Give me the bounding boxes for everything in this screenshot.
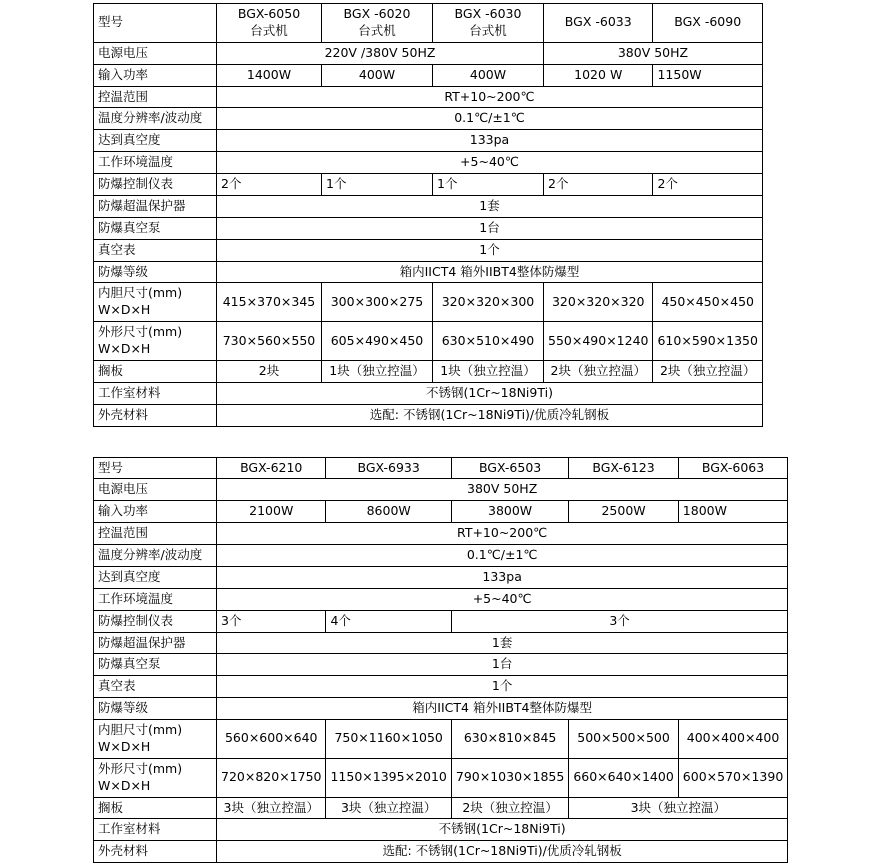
dims-sub-label: W×D×H [98,341,212,358]
row-label-control-meter: 防爆控制仪表 [94,174,217,196]
outer-dims-value: 660×640×1400 [569,758,678,797]
table-row [94,676,788,698]
table-row [94,654,788,676]
model-sub: 台式机 [469,23,507,38]
power-value: 3800W [451,501,568,523]
row-label-shell-material: 外壳材料 [94,841,217,863]
inner-dims-value: 415×370×345 [217,283,322,322]
row-label-vacuum: 达到真空度 [94,130,217,152]
outer-dims-label: 外形尺寸(mm) [98,761,212,778]
outer-dims-value: 630×510×490 [433,322,544,361]
table-row [94,841,788,863]
inner-dims-label: 内胆尺寸(mm) [98,285,212,302]
table-row [94,64,763,86]
table-row [94,261,763,283]
table-row [94,239,763,261]
power-value: 2100W [217,501,326,523]
inner-dims-value: 320×320×300 [433,283,544,322]
control-meter-value: 2个 [653,174,762,196]
row-label-shell-material: 外壳材料 [94,404,217,426]
inner-dims-value: 320×320×320 [544,283,653,322]
row-label-ex-grade: 防爆等级 [94,261,217,283]
dims-sub-label: W×D×H [98,302,212,319]
power-value: 1800W [678,501,787,523]
table-row [94,382,763,404]
control-meter-value: 2个 [544,174,653,196]
voltage-value: 220V /380V 50HZ [217,42,544,64]
row-label-ambient: 工作环境温度 [94,152,217,174]
table-row [94,86,763,108]
model-cell [653,4,762,43]
vacuum-pump-value: 1台 [217,654,788,676]
vacuum-value: 133pa [217,130,763,152]
table-row [94,720,788,759]
table-row [94,566,788,588]
over-temp-value: 1套 [217,632,788,654]
row-label-voltage: 电源电压 [94,42,217,64]
row-label-vacuum-pump: 防爆真空泵 [94,217,217,239]
table-row [94,360,763,382]
row-label-inner-dims [94,283,217,322]
table-row [94,501,788,523]
power-value: 8600W [326,501,451,523]
outer-dims-value: 730×560×550 [217,322,322,361]
temp-range-value: RT+10~200℃ [217,523,788,545]
spec-sheet-page [0,3,880,811]
table-row [94,523,788,545]
row-label-vacuum: 达到真空度 [94,566,217,588]
model-name: BGX -6090 [674,14,741,29]
outer-dims-value: 1150×1395×2010 [326,758,451,797]
row-label-over-temp: 防爆超温保护器 [94,632,217,654]
dims-sub-label: W×D×H [98,739,212,756]
table-row [94,322,763,361]
model-cell: BGX-6503 [451,457,568,479]
voltage-value-last: 380V 50HZ [544,42,763,64]
shell-material-value: 选配: 不锈钢(1Cr~18Ni9Ti)/优质冷轧钢板 [217,841,788,863]
row-label-chamber-material: 工作室材料 [94,382,217,404]
vacuum-gauge-value: 1个 [217,676,788,698]
row-label-control-meter: 防爆控制仪表 [94,610,217,632]
outer-dims-value: 550×490×1240 [544,322,653,361]
outer-dims-label: 外形尺寸(mm) [98,324,212,341]
table-row [94,152,763,174]
row-label-shelves: 搁板 [94,797,217,819]
shelves-value: 2块（独立控温） [544,360,653,382]
control-meter-value: 4个 [326,610,451,632]
table-row [94,174,763,196]
model-sub: 台式机 [358,23,396,38]
inner-dims-value: 300×300×275 [322,283,433,322]
inner-dims-value: 450×450×450 [653,283,762,322]
model-name: BGX -6020 [344,6,411,21]
row-label-outer-dims [94,758,217,797]
table-row [94,758,788,797]
table-row [94,42,763,64]
model-cell: BGX-6210 [217,457,326,479]
spec-table-2 [93,457,788,863]
model-cell [217,4,322,43]
table-row [94,479,788,501]
row-label-vacuum-gauge: 真空表 [94,239,217,261]
row-label-ambient: 工作环境温度 [94,588,217,610]
row-label-outer-dims [94,322,217,361]
row-label-ex-grade: 防爆等级 [94,698,217,720]
power-value: 400W [433,64,544,86]
ambient-value: +5~40℃ [217,588,788,610]
dims-sub-label: W×D×H [98,778,212,795]
outer-dims-value: 605×490×450 [322,322,433,361]
model-cell [544,4,653,43]
row-label-shelves: 搁板 [94,360,217,382]
model-name: BGX -6030 [455,6,522,21]
row-label-power: 输入功率 [94,64,217,86]
shelves-value: 2块（独立控温） [653,360,762,382]
inner-dims-value: 500×500×500 [569,720,678,759]
chamber-material-value: 不锈钢(1Cr~18Ni9Ti) [217,819,788,841]
model-cell: BGX-6123 [569,457,678,479]
inner-dims-label: 内胆尺寸(mm) [98,722,212,739]
row-label-model: 型号 [94,4,217,43]
row-label-inner-dims [94,720,217,759]
table-row [94,819,788,841]
shelves-value: 2块 [217,360,322,382]
control-meter-value: 3个 [217,610,326,632]
shell-material-value: 选配: 不锈钢(1Cr~18Ni9Ti)/优质冷轧钢板 [217,404,763,426]
resolution-value: 0.1℃/±1℃ [217,545,788,567]
outer-dims-value: 610×590×1350 [653,322,762,361]
power-value: 1400W [217,64,322,86]
table-row [94,195,763,217]
row-label-chamber-material: 工作室材料 [94,819,217,841]
table-row [94,545,788,567]
model-name: BGX-6050 [238,6,300,21]
power-value: 400W [322,64,433,86]
row-label-temp-range: 控温范围 [94,86,217,108]
inner-dims-value: 630×810×845 [451,720,568,759]
outer-dims-value: 790×1030×1855 [451,758,568,797]
model-cell [433,4,544,43]
power-value: 2500W [569,501,678,523]
outer-dims-value: 720×820×1750 [217,758,326,797]
table-row [94,457,788,479]
inner-dims-value: 750×1160×1050 [326,720,451,759]
row-label-vacuum-pump: 防爆真空泵 [94,654,217,676]
model-sub: 台式机 [250,23,288,38]
row-label-voltage: 电源电压 [94,479,217,501]
table-row [94,404,763,426]
inner-dims-value: 400×400×400 [678,720,787,759]
power-value: 1150W [653,64,762,86]
outer-dims-value: 600×570×1390 [678,758,787,797]
spec-table-1 [93,3,763,427]
table-row [94,4,763,43]
ambient-value: +5~40℃ [217,152,763,174]
table-row [94,632,788,654]
table-row [94,217,763,239]
vacuum-pump-value: 1台 [217,217,763,239]
table-row [94,588,788,610]
power-value: 1020 W [544,64,653,86]
ex-grade-value: 箱内IICT4 箱外IIBT4整体防爆型 [217,261,763,283]
vacuum-value: 133pa [217,566,788,588]
row-label-resolution: 温度分辨率/波动度 [94,108,217,130]
table-row [94,283,763,322]
control-meter-value: 2个 [217,174,322,196]
row-label-model: 型号 [94,457,217,479]
chamber-material-value: 不锈钢(1Cr~18Ni9Ti) [217,382,763,404]
ex-grade-value: 箱内IICT4 箱外IIBT4整体防爆型 [217,698,788,720]
voltage-value: 380V 50HZ [217,479,788,501]
shelves-value: 2块（独立控温） [451,797,568,819]
row-label-resolution: 温度分辨率/波动度 [94,545,217,567]
table-row [94,108,763,130]
row-label-power: 输入功率 [94,501,217,523]
model-cell: BGX-6063 [678,457,787,479]
shelves-value: 3块（独立控温） [569,797,788,819]
table-row [94,130,763,152]
temp-range-value: RT+10~200℃ [217,86,763,108]
control-meter-value: 1个 [433,174,544,196]
model-name: BGX -6033 [565,14,632,29]
resolution-value: 0.1℃/±1℃ [217,108,763,130]
shelves-value: 1块（独立控温） [322,360,433,382]
vacuum-gauge-value: 1个 [217,239,763,261]
shelves-value: 3块（独立控温） [217,797,326,819]
table-row [94,698,788,720]
row-label-over-temp: 防爆超温保护器 [94,195,217,217]
table-row [94,610,788,632]
model-cell [322,4,433,43]
row-label-vacuum-gauge: 真空表 [94,676,217,698]
control-meter-value: 1个 [322,174,433,196]
row-label-temp-range: 控温范围 [94,523,217,545]
control-meter-value: 3个 [451,610,787,632]
model-cell: BGX-6933 [326,457,451,479]
inner-dims-value: 560×600×640 [217,720,326,759]
shelves-value: 1块（独立控温） [433,360,544,382]
over-temp-value: 1套 [217,195,763,217]
shelves-value: 3块（独立控温） [326,797,451,819]
